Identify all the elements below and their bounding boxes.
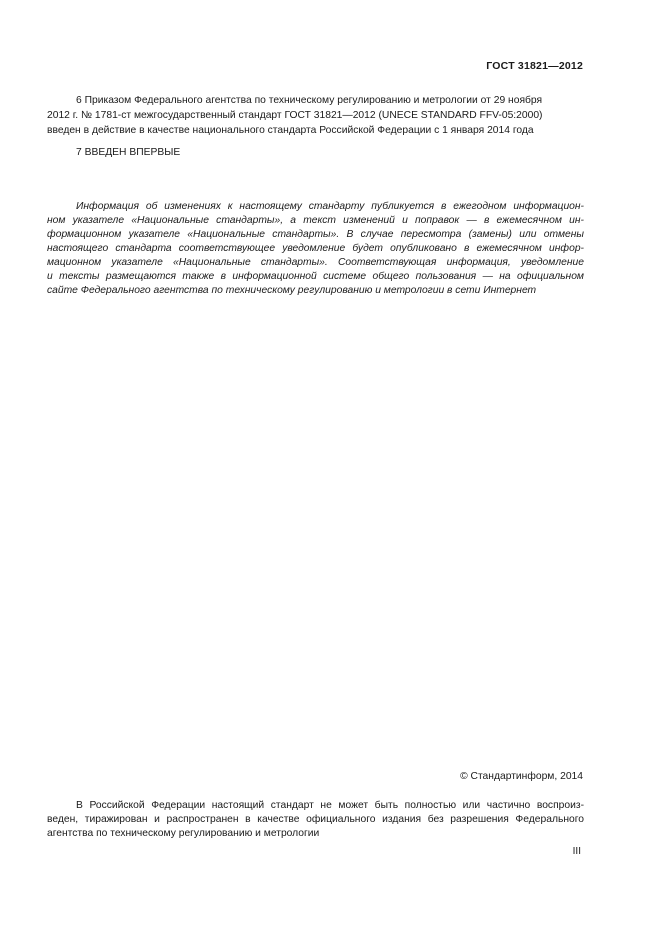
reproduction-line: агентства по техническому регулированию и метрологии bbox=[47, 828, 320, 839]
info-notice-line: сайте Федерального агентства по техническому регулированию и метрологии в сети Интернет bbox=[47, 285, 537, 296]
reproduction-line: В Российской Федерации настоящий стандарт не может быть полностью или частично воспроиз- bbox=[76, 800, 584, 811]
info-notice-line: настоящего стандарта соответствующее уведомление будет опубликовано в ежемесячном инфор- bbox=[47, 243, 584, 254]
paragraph-line: 2012 г. № 1781-ст межгосударственный стандарт ГОСТ 31821—2012 (UNECE STANDARD FFV-05:2000) bbox=[47, 110, 543, 121]
paragraph-line: 7 ВВЕДЕН ВПЕРВЫЕ bbox=[76, 147, 181, 158]
info-notice-line: мационном указателе «Национальные стандарты». Соответствующая информация, уведомление bbox=[47, 257, 584, 268]
page-number: III bbox=[572, 846, 581, 857]
info-notice-line: формационном указателе «Национальные стандарты». В случае пересмотра (замены) или отмены bbox=[47, 229, 584, 240]
paragraph-item-7 bbox=[47, 145, 584, 160]
paragraph-line: введен в действие в качестве национального стандарта Российской Федерации с 1 января 2014 года bbox=[47, 125, 534, 136]
copyright-notice: © Стандартинформ, 2014 bbox=[460, 771, 583, 782]
paragraph-line: 6 Приказом Федерального агентства по техническому регулированию и метрологии от 29 ноября bbox=[76, 95, 543, 106]
info-notice-line: и тексты размещаются также в информационной системе общего пользования — на официальном bbox=[47, 271, 584, 282]
info-notice-line: Информация об изменениях к настоящему стандарту публикуется в ежегодном информацион- bbox=[76, 201, 584, 212]
info-notice bbox=[47, 200, 584, 298]
paragraph-item-6 bbox=[47, 93, 584, 138]
reproduction-line: веден, тиражирован и распространен в качестве официального издания без разрешения Федерального bbox=[47, 814, 584, 825]
standard-code-header: ГОСТ 31821—2012 bbox=[486, 60, 583, 72]
info-notice-line: ном указателе «Национальные стандарты», а текст изменений и поправок — в ежемесячном ин- bbox=[47, 215, 584, 226]
reproduction-notice bbox=[47, 799, 584, 841]
